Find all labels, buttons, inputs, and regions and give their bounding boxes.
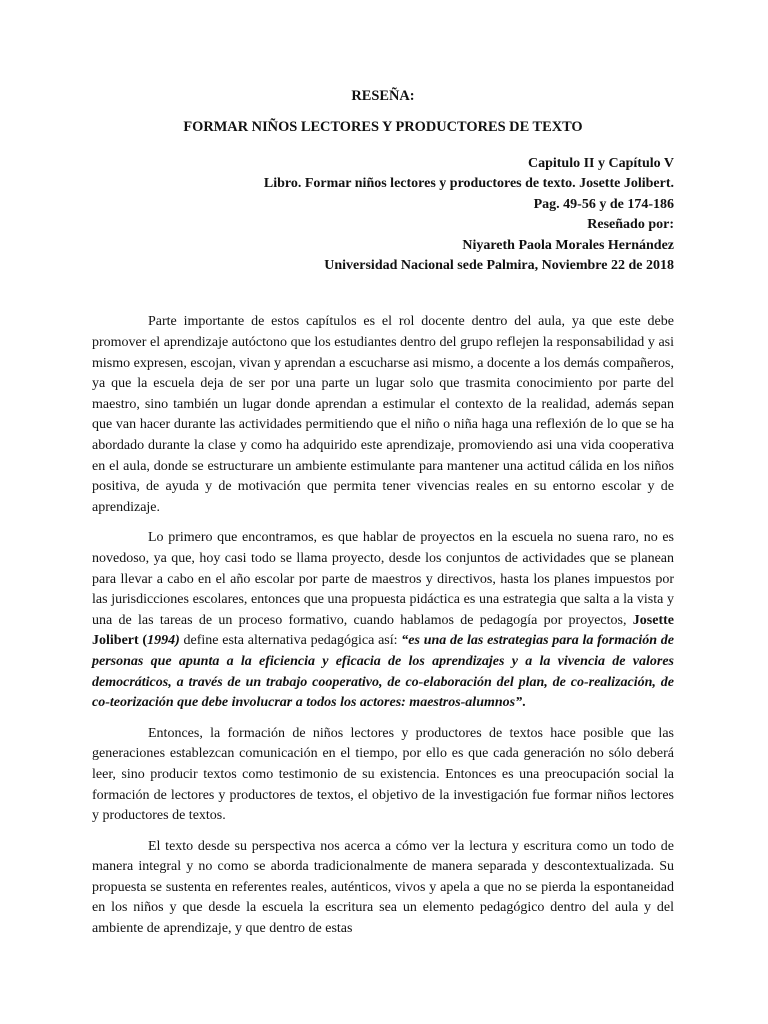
reviewed-by-label: Reseñado por: [587, 217, 674, 233]
institution-date-line: Universidad Nacional sede Palmira, Noviembre 22 de 2018 [324, 258, 674, 274]
document-page [92, 86, 674, 950]
paragraph-4: El texto desde su perspectiva nos acerca a cómo ver la lectura y escritura como un todo de manera integral y no como se aborda tradicionalmente de manera separada y descontextualizada. Su propuesta se sustenta en referentes reales, auténticos, vivos y apela a que no se pierda la espontaneidad en los niños y que desde la escuela la escritura sea un elemento pedagógico dentro del aula y del ambiente de aprendizaje, y que dentro de estas [92, 838, 674, 937]
reviewer-name: Niyareth Paola Morales Hernández [462, 237, 674, 253]
paragraph-2 [92, 528, 674, 713]
chapter-line: Capitulo II y Capítulo V [527, 156, 674, 171]
block-quote: “es una de las estrategias para la formación de personas que apunta a la eficiencia y eficacia de los aprendizajes y a la vivencia de valores democráticos, a través de un trabajo cooperativo, de co-elaboración del plan, de co-realización, de co-teorización que debe involucrar a todos los actores: maestros-alumnos” [92, 633, 674, 711]
bibliographic-info [92, 154, 674, 276]
cited-author: Josette Jolibert ( [92, 612, 674, 649]
document-title: RESEÑA: [351, 88, 415, 104]
paragraph-2-text: Lo primero que encontramos, es que hablar de proyectos en la escuela no suena raro, no es novedoso, ya que, hoy casi todo se llama proyecto, desde los conjuntos de actividades que se planean para llevar a cabo en el año escolar por parte de maestros y directivos, hasta los planes impuestos por las jurisdicciones escolares, entonces que una propuesta pidáctica es una estrategia que salta a la vista y una de las tareas de un proceso formativo, cuando hablamos de pedagogía por proyectos, [92, 530, 674, 628]
document-subtitle: FORMAR NIÑOS LECTORES Y PRODUCTORES DE TEXTO [183, 119, 583, 135]
pages-line: Pag. 49-56 y de 174-186 [533, 196, 674, 212]
paragraph-2-text-continued: define esta alternativa pedagógica así: [179, 633, 402, 649]
book-line: Libro. Formar niños lectores y productores de texto. Josette Jolibert. [263, 176, 674, 192]
document-body [92, 312, 674, 939]
cited-year: 1994) [147, 633, 180, 649]
quote-end-period: . [522, 695, 526, 711]
paragraph-1: Parte importante de estos capítulos es el rol docente dentro del aula, ya que este debe promover el aprendizaje autóctono que los estudiantes dentro del grupo reflejen la responsabilidad y asi mismo expresen, escojan, vivan y aprendan a escucharse asi mismo, a docente a los demás compañeros, ya que la escuela deja de ser por una parte un lugar solo que trasmita conocimiento por parte del maestro, sino también un lugar donde aprendan a estimular el contexto de la realidad, además sepan que van hacer durante las actividades permitiendo que el niño o niña haga una reflexión de lo que se ha abordado durante la clase y como ha adquirido este aprendizaje, promoviendo asi una vida cooperativa en el aula, donde se estructurare un ambiente estimulante para mantener una actitud cálida en los niños positiva, de ayuda y de motivación que permita tener vivencias reales en su entorno escolar y de aprendizaje. [92, 314, 674, 515]
paragraph-3: Entonces, la formación de niños lectores y productores de textos hace posible que las generaciones establezcan comunicación en el tiempo, por ello es que cada generación no sólo deberá leer, sino producir textos como testimonio de su existencia. Entonces es una preocupación social la formación de lectores y productores de textos, el objetivo de la investigación fue formar niños lectores y productores de textos. [92, 725, 674, 824]
